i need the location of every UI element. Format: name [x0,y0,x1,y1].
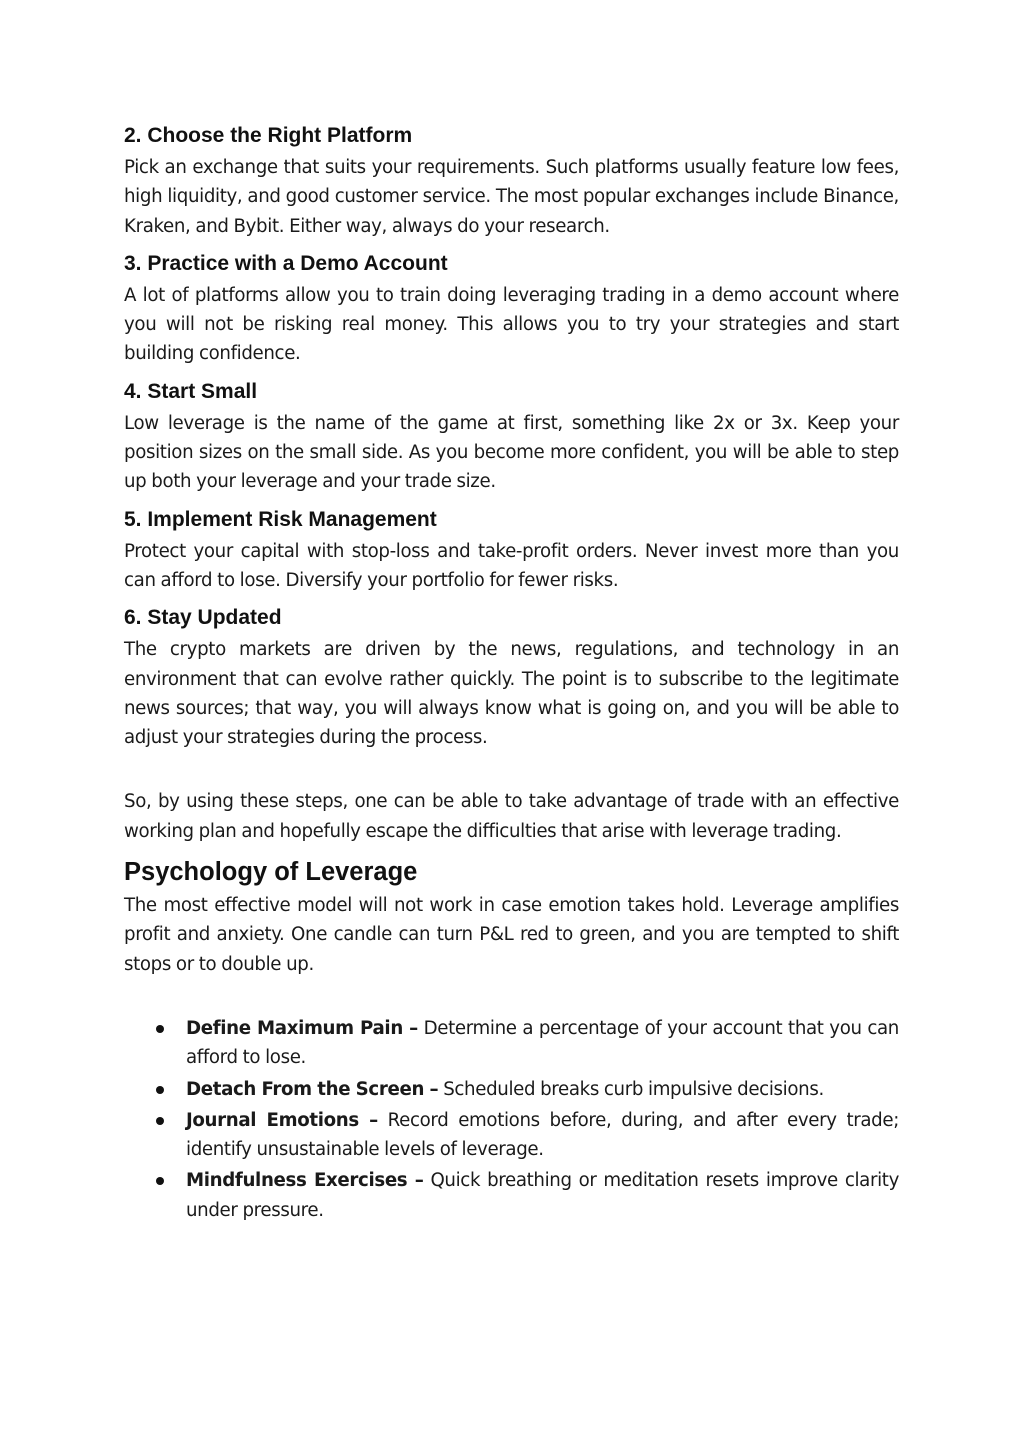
bullet-item-detach-from-screen [124,1075,899,1104]
section-body-stay-updated: The crypto markets are driven by the news, regulations, and technology in an environment that can evolve rather quickly. The point is to subscribe to the legitimate news sources; that way, you will always know what is going on, and you will be able to adjust your strategies during the process. [124,639,899,749]
section-body-demo-account: A lot of platforms allow you to train doing leveraging trading in a demo account where you will not be risking real money. This allows you to try your strategies and start building confidence. [124,284,899,365]
bullet-item-define-maximum-pain [124,1014,899,1073]
bullet-dot-icon [156,1086,164,1094]
bullet-text: Record emotions before, during, and after every trade; identify unsustainable levels of leverage. [186,1109,899,1161]
bullet-term: Journal Emotions – [186,1109,378,1131]
bullet-text: Scheduled breaks curb impulsive decisions. [438,1078,824,1100]
section-heading-demo-account: 3. Practice with a Demo Account [124,251,448,275]
psychology-intro: The most effective model will not work in case emotion takes hold. Leverage amplifies profit and anxiety. One candle can turn P&L red to green, and you are tempted to shift stops or to double up. [124,895,899,975]
paragraph-spacer [124,760,899,787]
bullet-text: Quick breathing or meditation resets improve clarity under pressure. [186,1170,899,1221]
section-heading-stay-updated: 6. Stay Updated [124,606,282,630]
section-heading-risk-management: 5. Implement Risk Management [124,507,437,531]
psychology-heading: Psychology of Leverage [124,858,418,887]
paragraph-spacer [124,987,899,1014]
section-heading-choose-platform: 2. Choose the Right Platform [124,124,413,147]
bullet-dot-icon [156,1117,164,1125]
section-body-choose-platform: Pick an exchange that suits your requirements. Such platforms usually feature low fees, high liquidity, and good customer service. The most popular exchanges include Binance, Kraken, and Bybit. Either way, always do your research. [124,157,899,237]
bullet-term: Mindfulness Exercises – [186,1170,424,1192]
bullet-text: Determine a percentage of your account that you can afford to lose. [186,1017,899,1069]
bullet-term: Define Maximum Pain – [186,1017,418,1039]
conclusion-paragraph: So, by using these steps, one can be able to take advantage of trade with an effective working plan and hopefully escape the difficulties that arise with leverage trading. [124,791,899,842]
bullet-term: Detach From the Screen – [186,1078,439,1100]
bullet-item-journal-emotions [124,1106,899,1165]
section-heading-start-small: 4. Start Small [124,379,258,403]
bullet-dot-icon [156,1025,164,1033]
bullet-dot-icon [156,1177,164,1185]
document-page [124,121,899,1227]
bullet-item-mindfulness-exercises [124,1166,899,1225]
section-body-risk-management: Protect your capital with stop-loss and take-profit orders. Never invest more than you can afford to lose. Diversify your portfolio for fewer risks. [124,540,899,591]
section-body-start-small: Low leverage is the name of the game at first, something like 2x or 3x. Keep your position sizes on the small side. As you become more confident, you will be able to step up both your leverage and your trade size. [124,412,899,493]
psychology-bullet-list [124,1014,899,1225]
